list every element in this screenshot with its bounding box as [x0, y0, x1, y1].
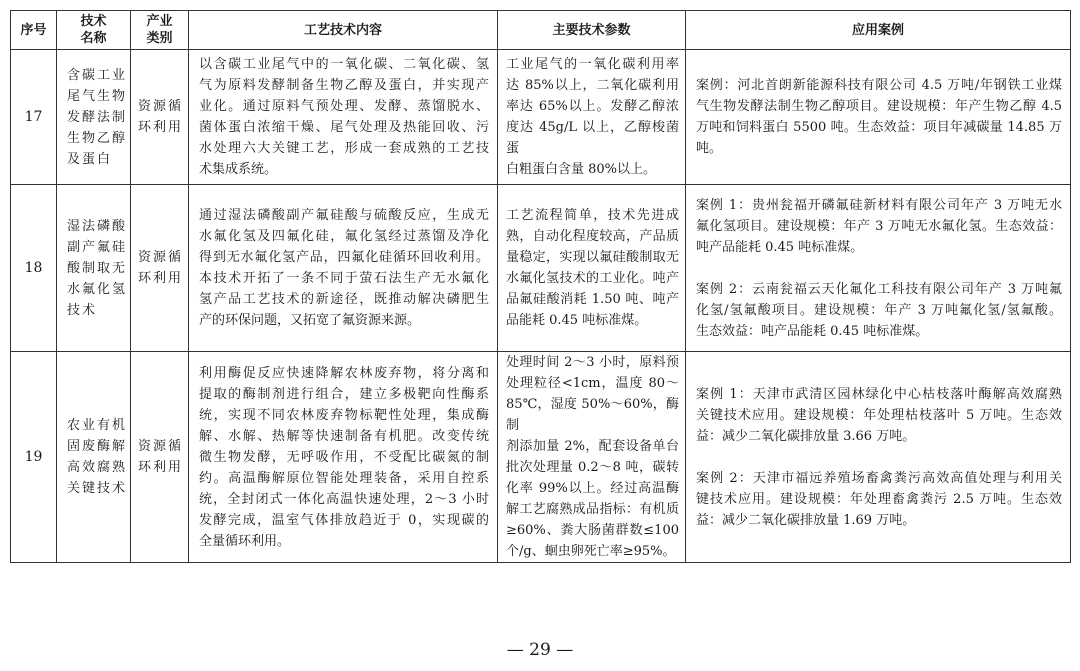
technical-params-line: 工艺流程简单，技术先进成 — [506, 208, 679, 223]
process-content-line: 微生物发酵，无呼吸作用，不受配比碳氮的制 — [199, 449, 489, 465]
application-case-line: 化氢/氢氟酸项目。建设规模：年产 3 万吨氟化氢/氢氟酸。 — [696, 302, 1062, 318]
technology-name-line: 水氟化氢 — [67, 281, 128, 297]
application-case-line: 案例：河北首朗新能源科技有限公司 4.5 万吨/年钢铁工业煤 — [696, 78, 1062, 93]
application-case-line: 万吨和饲料蛋白 5500 吨。生态效益：项目年减碳量 14.85 万 — [696, 120, 1062, 135]
technology-name-line: 技术 — [67, 302, 98, 318]
application-case — [696, 75, 1062, 159]
technology-name-line: 农业有机 — [67, 418, 128, 433]
header-cases: 应用案例 — [686, 11, 1071, 50]
technical-params-line: 率达 65%以上。发酵乙醇浓 — [506, 99, 679, 114]
industry-category-line: 环利用 — [138, 120, 184, 135]
application-case-line: 氟化氢项目。建设规模：年产 3 万吨无水氟化氢。生态效益： — [696, 218, 1062, 234]
technical-params-line: 解工艺腐熟成品指标：有机质 — [506, 502, 679, 517]
industry-category — [131, 352, 189, 563]
technology-name-line: 固废酶解 — [67, 439, 128, 454]
process-content-line: 提取的酶制剂进行组合，建立多极靶向性酶系 — [199, 386, 489, 402]
technology-name-line: 发酵法制 — [67, 109, 128, 125]
header-category — [131, 11, 189, 50]
application-case-line: 键技术应用。建设规模：年处理畜禽粪污 2.5 万吨。生态效 — [696, 491, 1062, 507]
header-no: 序号 — [11, 11, 57, 50]
application-cases — [686, 50, 1071, 185]
technology-name — [57, 50, 131, 185]
industry-category — [131, 185, 189, 352]
industry-category-line: 环利用 — [138, 271, 184, 286]
application-case-line: 益：减少二氧化碳排放量 1.69 万吨。 — [696, 512, 916, 528]
process-content-line: 发酵完成，温室气体排放趋近于 0，实现碳的 — [199, 512, 489, 528]
industry-category-line: 环利用 — [138, 460, 184, 475]
header-params: 主要技术参数 — [498, 11, 686, 50]
technology-name-line: 尾气生物 — [67, 88, 128, 104]
technical-params-line: 化率 99%以上。经过高温酶 — [506, 481, 679, 496]
application-case-line: 吨产品能耗 0.45 吨标准煤。 — [696, 239, 864, 255]
application-case-line: 吨。 — [696, 141, 723, 156]
header-name-line: 名称 — [80, 31, 107, 46]
process-content-line: 术集成系统。 — [199, 162, 278, 177]
application-case-line: 案例 2：天津市福远养殖场畜禽粪污高效高值处理与利用关 — [696, 470, 1062, 486]
application-case-line: 生态效益：吨产品能耗 0.45 吨标准煤。 — [696, 323, 929, 339]
process-content-line: 以含碳工业尾气中的一氧化碳、二氧化碳、氢 — [199, 57, 489, 72]
table-header-row — [11, 11, 1071, 50]
process-content-line: 解、水解、热解等快速制备有机肥。改变传统 — [199, 428, 489, 444]
technical-params-line: ≥60%、粪大肠菌群数≤100 — [506, 523, 679, 538]
process-content-line: 约。高温酶解原位智能处理装备，采用自控系 — [199, 470, 489, 486]
process-content-line: 气为原料发酵制备生物乙醇及蛋白，并实现产 — [199, 78, 489, 93]
process-content-line: 统，全封闭式一体化高温快速处理，2～3 小时 — [199, 491, 489, 507]
technical-params — [498, 185, 686, 352]
technical-params — [498, 50, 686, 185]
process-content-line: 氢产品工艺技术的新途径，既推动解决磷肥生 — [199, 292, 489, 307]
header-category-line: 产业 — [146, 14, 173, 29]
technical-params-line: 剂添加量 2%，配套设备单台 — [506, 439, 679, 454]
process-content-line: 产的环保问题，又拓宽了氟资源来源。 — [199, 313, 421, 328]
technology-name-line: 酸制取无 — [67, 260, 128, 276]
process-content — [189, 50, 498, 185]
industry-category-line: 资源循 — [138, 99, 184, 114]
header-content: 工艺技术内容 — [189, 11, 498, 50]
header-name-line: 技术 — [80, 14, 107, 29]
technology-name-line: 生物乙醇 — [67, 130, 128, 146]
technology-name — [57, 185, 131, 352]
header-name — [57, 11, 131, 50]
application-case — [696, 195, 1062, 258]
application-case-line: 益：减少二氧化碳排放量 3.66 万吨。 — [696, 428, 916, 444]
technology-name-line: 关键技术 — [67, 481, 128, 496]
technology-table — [10, 10, 1071, 563]
industry-category-line: 资源循 — [138, 439, 184, 454]
process-content — [189, 185, 498, 352]
technical-params-line: 量稳定，实现以氟硅酸制取无 — [506, 250, 679, 265]
technical-params-line: 水氟化氢技术的工业化。吨产 — [506, 271, 679, 286]
process-content-line: 本技术开拓了一条不同于萤石法生产无水氟化 — [199, 271, 489, 286]
application-case-line: 关键技术应用。建设规模：年处理枯枝落叶 5 万吨。生态效 — [696, 407, 1062, 423]
case-gap — [696, 447, 1062, 468]
process-content-line: 得到无水氟化氢产品，四氟化硅循环回收利用。 — [199, 250, 489, 265]
row-number: 17 — [11, 50, 57, 185]
technology-name — [57, 352, 131, 563]
application-cases — [686, 185, 1071, 352]
application-case — [696, 468, 1062, 531]
table-row — [11, 352, 1071, 563]
technical-params-line: 品氟硅酸消耗 1.50 吨、吨产 — [506, 292, 679, 307]
technology-name-line: 副产氟硅 — [67, 239, 128, 255]
process-content-line: 水处理六大关键工艺，形成一套成熟的工艺技 — [199, 141, 489, 156]
process-content-line: 业化。通过原料气预处理、发酵、蒸馏脱水、 — [199, 99, 489, 114]
technical-params-line: 熟，自动化程度较高，产品质 — [506, 229, 679, 244]
technical-params-line: 白粗蛋白含量 80%以上。 — [506, 162, 657, 177]
row-number: 18 — [11, 185, 57, 352]
technical-params-line: 达 85%以上，二氧化碳利用 — [506, 78, 679, 93]
process-content-line: 水氟化氢及四氟化硅，氟化氢经过蒸馏及净化 — [199, 229, 489, 244]
page-number: — 29 — — [506, 640, 574, 660]
application-cases — [686, 352, 1071, 563]
technology-name-line: 高效腐熟 — [67, 460, 128, 475]
process-content-line: 菌体蛋白浓缩干燥、尾气处理及热能回收、污 — [199, 120, 489, 135]
process-content-line: 通过湿法磷酸副产氟硅酸与硫酸反应，生成无 — [199, 208, 489, 223]
application-case — [696, 279, 1062, 342]
technical-params-line: 度达 45g/L 以上，乙醇梭菌蛋 — [506, 120, 679, 156]
technical-params-line: 个/g、蛔虫卵死亡率≥95%。 — [506, 544, 676, 559]
process-content-line: 统，实现不同农林废弃物标靶性处理，集成酶 — [199, 407, 489, 423]
table-row — [11, 50, 1071, 185]
application-case-line: 案例 1：天津市武清区园林绿化中心枯枝落叶酶解高效腐熟 — [696, 386, 1062, 402]
technology-name-line: 湿法磷酸 — [67, 218, 128, 234]
industry-category — [131, 50, 189, 185]
application-case — [696, 384, 1062, 447]
process-content-line: 利用酶促反应快速降解农林废弃物，将分离和 — [199, 365, 489, 381]
technical-params-line: 85℃，湿度 50%～60%，酶制 — [506, 397, 679, 433]
row-number: 19 — [11, 352, 57, 563]
process-content-line: 全量循环利用。 — [199, 533, 291, 549]
technical-params-line: 处理时间 2～3 小时，原料预 — [506, 355, 679, 370]
case-gap — [696, 258, 1062, 279]
application-case-line: 气生物发酵法制生物乙醇项目。建设规模：年产生物乙醇 4.5 — [696, 99, 1062, 114]
industry-category-line: 资源循 — [138, 250, 184, 265]
technology-name-line: 含碳工业 — [67, 67, 128, 83]
header-category-line: 类别 — [146, 31, 173, 46]
table-row — [11, 185, 1071, 352]
application-case-line: 案例 1：贵州瓮福开磷氟硅新材料有限公司年产 3 万吨无水 — [696, 197, 1062, 213]
technical-params-line: 处理粒径<1cm，温度 80～ — [506, 376, 679, 391]
technical-params-line: 批次处理量 0.2～8 吨，碳转 — [506, 460, 679, 475]
technical-params-line: 工业尾气的一氧化碳利用率 — [506, 57, 679, 72]
technology-name-line: 及蛋白 — [67, 151, 113, 167]
application-case-line: 案例 2：云南瓮福云天化氟化工科技有限公司年产 3 万吨氟 — [696, 281, 1062, 297]
process-content — [189, 352, 498, 563]
technical-params-line: 品能耗 0.45 吨标准煤。 — [506, 313, 648, 328]
technical-params — [498, 352, 686, 563]
